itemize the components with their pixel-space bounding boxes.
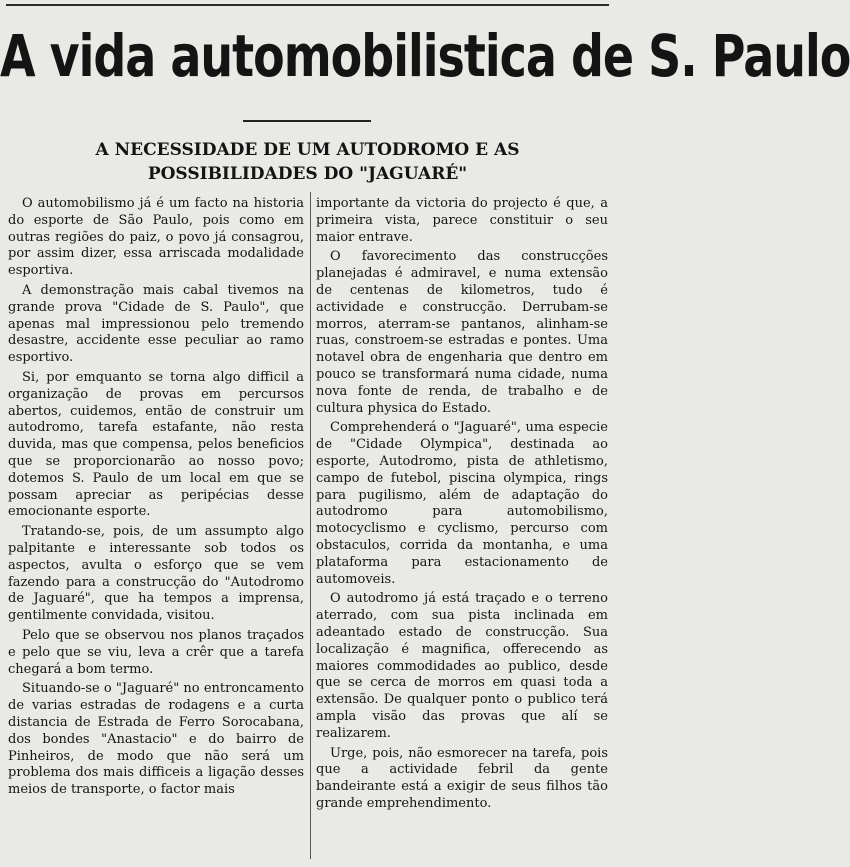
paragraph: A demonstração mais cabal tivemos na grande prova "Cidade de S. Paulo", que apenas mal impressionou pelo tremendo desastre, accidente esse peculiar ao ramo esportivo. [8, 282, 304, 366]
article-subtitle: A NECESSIDADE DE UM AUTODROMO E AS POSSIBILIDADES DO "JAGUARÉ" [95, 140, 520, 184]
paragraph: Si, por emquanto se torna algo difficil a organização de provas em percursos abertos, cuidemos, então de construir um autodromo, tarefa estafante, não resta duvida, mas que compensa, pelos beneficios que se proporcionarão ao nosso povo; dotemos S. Paulo de um local em que se possam apreciar as peripécias desse emocionante esporte. [8, 369, 304, 520]
paragraph: O favorecimento das construcções planejadas é admiravel, e numa extensão de centenas de kilometros, tudo é actividade e construcção. Derrubam-se morros, aterram-se pantanos, alinham-se ruas, constroem-se estradas e pontes. Uma notavel obra de engenharia que dentro em pouco se transformará numa cidade, numa nova fonte de renda, de trabalho e de cultura physica do Estado. [316, 249, 608, 416]
paragraph: Comprehenderá o "Jaguaré", uma especie de "Cidade Olympica", destinada ao esporte, Autodromo, pista de athletismo, campo de futebol, piscina olympica, rings para pugilismo, além de adaptação do autodromo para automobilismo, motocyclismo e cyclismo, percurso com obstaculos, corrida da montanha, e uma plataforma para estacionamento de automoveis. [316, 420, 608, 587]
top-rule [6, 4, 609, 6]
paragraph: Situando-se o "Jaguaré" no entroncamento de varias estradas de rodagens e a curta distancia de Estrada de Ferro Sorocabana, dos bondes "Anastacio" e do bairro de Pinheiros, de modo que não será um problema dos mais difficeis a ligação desses meios de transporte, o factor mais [8, 681, 304, 798]
paragraph: Urge, pois, não esmorecer na tarefa, pois que a actividade febril da gente bandeirante está a exigir de seus filhos tão grande emprehendimento. [316, 745, 608, 811]
paragraph: O autodromo já está traçado e o terreno aterrado, com sua pista inclinada em adeantado estado de construcção. Sua localização é magnifica, offerecendo as maiores commodidades ao publico, desde que se cerca de morros em quasi toda a extensão. De qualquer ponto o publico terá ampla visão das provas que alí se realizarem. [316, 591, 608, 741]
title-divider [243, 120, 371, 122]
paragraph: Pelo que se observou nos planos traçados e pelo que se viu, leva a crêr que a tarefa chegará a bom termo. [8, 627, 304, 677]
left-column [8, 196, 304, 799]
paragraph: O automobilismo já é um facto na historia do esporte de São Paulo, pois como em outras regiões do paiz, o povo já consagrou, por assim dizer, essa arriscada modalidade esportiva. [8, 196, 304, 279]
right-column [316, 196, 608, 813]
column-rule [310, 192, 311, 859]
article-title: A vida automobilistica de S. Paulo [0, 22, 850, 90]
paragraph-continued: importante da victoria do projecto é que, a primeira vista, parece constituir o seu maior entrave. [316, 196, 608, 245]
paragraph: Tratando-se, pois, de um assumpto algo palpitante e interessante sob todos os aspectos, avulta o esforço que se vem fazendo para a construcção do "Autodromo de Jaguaré", que ha tempos a imprensa, gentilmente convidada, visitou. [8, 524, 304, 624]
